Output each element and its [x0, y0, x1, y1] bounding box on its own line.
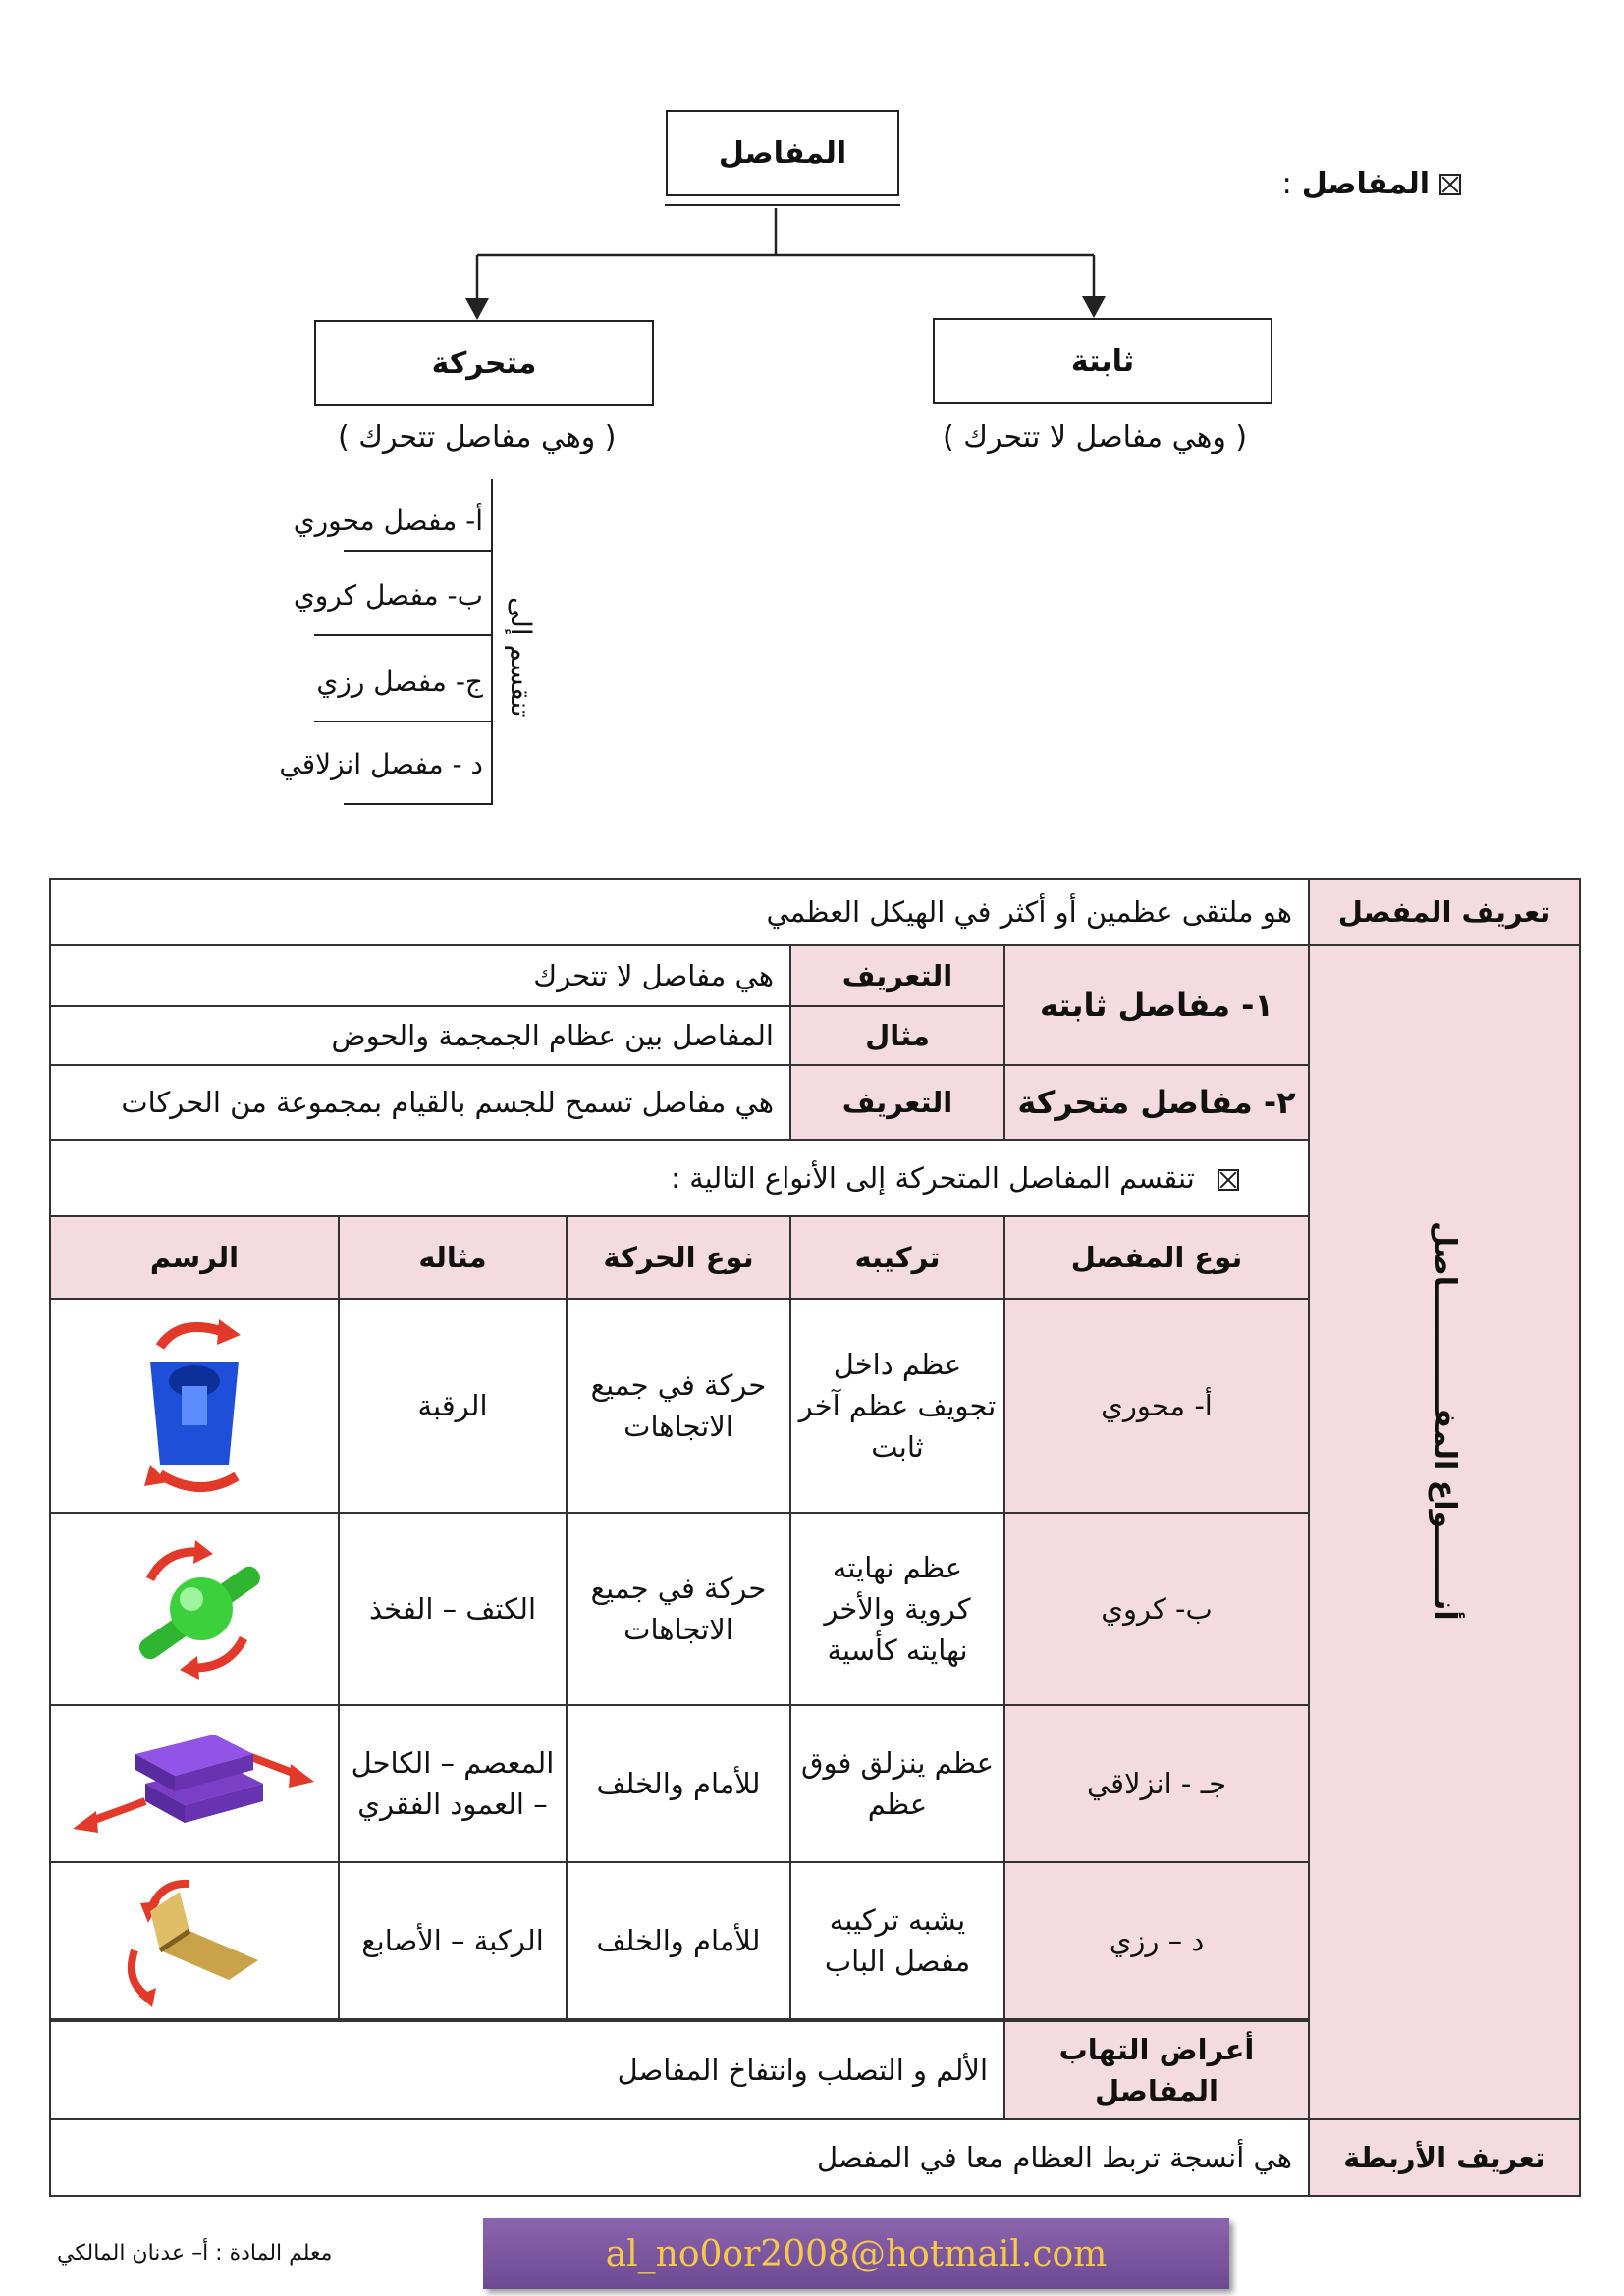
joint-type-cell: جـ - انزلاقي [1004, 1705, 1309, 1862]
joints-table [49, 878, 1581, 2197]
inflammation-text: الألم و التصلب وانتفاخ المفاصل [50, 2021, 1004, 2119]
movable-definition-label: التعريف [790, 1065, 1004, 1140]
branch-rule [344, 550, 491, 552]
checkbox-icon [1218, 1169, 1239, 1191]
branch-rule [344, 803, 491, 805]
drawing-cell [50, 1862, 339, 2019]
diagram-connectors [0, 0, 1624, 334]
movable-joints-box [314, 320, 654, 406]
joint-types-vertical-text: أنـــــــواع المفــــــــــــاصل [1427, 1221, 1462, 1621]
movement-cell: حركة في جميع الاتجاهات [567, 1299, 790, 1513]
fixed-joints-desc: ( وهي مفاصل لا تتحرك ) [943, 420, 1248, 454]
movable-joints-desc: ( وهي مفاصل تتحرك ) [338, 420, 617, 454]
fixed-joints-box [933, 318, 1272, 404]
branch-item-ball: ب- مفصل كروي [293, 579, 483, 612]
branch-item-hinge: ج- مفصل رزي [316, 666, 483, 698]
fixed-example-label: مثال [790, 1006, 1004, 1065]
joint-type-cell: أ- محوري [1004, 1299, 1309, 1513]
branch-rule [314, 721, 491, 722]
fixed-definition-label: التعريف [790, 945, 1004, 1006]
movable-joints-title: متحركة [431, 346, 537, 381]
example-cell: الرقبة [339, 1299, 567, 1513]
fixed-definition-text: هي مفاصل لا تتحرك [50, 945, 790, 1006]
email-banner [483, 2218, 1229, 2289]
section-heading-suffix: : [1281, 167, 1292, 201]
ligament-label: تعريف الأربطة [1309, 2119, 1580, 2196]
fixed-joints-label: ١- مفاصل ثابته [1004, 945, 1309, 1065]
joint-definition-label: تعريف المفصل [1309, 879, 1580, 945]
fixed-joints-title: ثابتة [1070, 344, 1135, 379]
branch-item-axial: أ- مفصل محوري [293, 505, 483, 537]
gliding-joint-icon [67, 1725, 322, 1842]
structure-cell: عظم ينزلق فوق عظم [790, 1705, 1004, 1862]
section-heading-label: المفاصل [1301, 167, 1430, 201]
joint-definition-text: هو ملتقى عظمين أو أكثر في الهيكل العظمي [50, 879, 1309, 945]
branch-item-gliding: د - مفصل انزلاقي [279, 748, 483, 780]
email-text[interactable]: al_no0or2008@hotmail.com [605, 2233, 1108, 2274]
joint-type-cell: د – رزي [1004, 1862, 1309, 2019]
inflammation-label: أعراض التهاب المفاصل [1004, 2021, 1309, 2119]
division-note [50, 1140, 1309, 1216]
drawing-cell [50, 1705, 339, 1862]
structure-cell: عظم نهايته كروية والأخر نهايته كأسية [790, 1513, 1004, 1705]
arrow-right-icon [1082, 296, 1106, 318]
structure-cell: يشبه تركيبه مفصل الباب [790, 1862, 1004, 2019]
ligament-text: هي أنسجة تربط العظام معا في المفصل [50, 2119, 1309, 2196]
header-movement: نوع الحركة [567, 1216, 790, 1299]
movement-cell: للأمام والخلف [567, 1862, 790, 2019]
header-example: مثاله [339, 1216, 567, 1299]
pivot-joint-icon [121, 1308, 268, 1504]
movement-cell: حركة في جميع الاتجاهات [567, 1513, 790, 1705]
ball-joint-icon [111, 1530, 278, 1687]
movable-joints-label: ٢- مفاصل متحركة [1004, 1065, 1309, 1140]
division-note-text: تنقسم المفاصل المتحركة إلى الأنواع التالية : [671, 1160, 1195, 1195]
header-drawing: الرسم [50, 1216, 339, 1299]
movable-definition-text: هي مفاصل تسمح للجسم بالقيام بمجموعة من الحركات [50, 1065, 790, 1140]
branch-bracket-vertical [491, 479, 493, 805]
joint-type-cell: ب- كروي [1004, 1513, 1309, 1705]
joint-types-label [1309, 945, 1580, 2119]
structure-cell: عظم داخل تجويف عظم آخر ثابت [790, 1299, 1004, 1513]
arrow-left-icon [465, 298, 489, 320]
branch-rule [314, 634, 491, 636]
drawing-cell [50, 1513, 339, 1705]
divided-into-label: تنقسم إلى [505, 597, 537, 718]
example-cell: المعصم – الكاحل – العمود الفقري [339, 1705, 567, 1862]
movement-cell: للأمام والخلف [567, 1705, 790, 1862]
example-cell: الكتف – الفخذ [339, 1513, 567, 1705]
drawing-cell [50, 1299, 339, 1513]
fixed-example-text: المفاصل بين عظام الجمجمة والحوض [50, 1006, 790, 1065]
diagram-root-label: المفاصل [718, 135, 847, 171]
example-cell: الركبة – الأصابع [339, 1862, 567, 2019]
teacher-credit: معلم المادة : أ– عدنان المالكي [57, 2241, 333, 2266]
hinge-joint-icon [111, 1872, 278, 2009]
header-joint-type: نوع المفصل [1004, 1216, 1309, 1299]
header-structure: تركيبه [790, 1216, 1004, 1299]
